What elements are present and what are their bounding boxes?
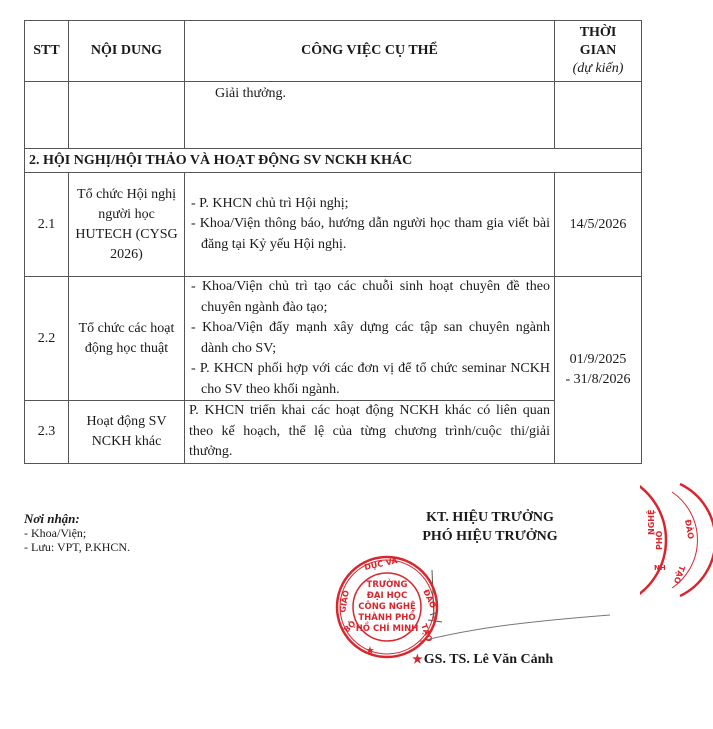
header-thoi-gian-line1: THỜI <box>579 25 617 40</box>
plan-table <box>24 20 642 464</box>
cell-thoi-gian <box>555 277 642 464</box>
svg-text:ĐÀO: ĐÀO <box>683 518 696 540</box>
time-start: 01/9/2025 <box>569 351 627 367</box>
partial-stamp-icon <box>640 470 713 610</box>
cell-noi-dung: Hoạt động SV NCKH khác <box>69 401 185 464</box>
cell-thoi-gian: 14/5/2026 <box>555 173 642 277</box>
svg-text:HỒ CHÍ MINH: HỒ CHÍ MINH <box>355 624 419 634</box>
cell-thoi-gian <box>555 82 642 149</box>
recipients-title: Nơi nhận: <box>24 511 80 526</box>
svg-text:CÔNG NGHỆ: CÔNG NGHỆ <box>358 602 416 612</box>
svg-text:BỘ: BỘ <box>342 618 358 635</box>
signature-title-2: PHÓ HIỆU TRƯỞNG <box>422 529 558 544</box>
table-row <box>25 277 642 401</box>
signer-name: GS. TS. Lê Văn Cảnh <box>423 652 554 667</box>
svg-text:ĐÀO: ĐÀO <box>421 588 438 610</box>
cell-stt: 2.3 <box>25 401 69 464</box>
svg-text:PHỐ: PHỐ <box>655 530 664 550</box>
task-item: - Khoa/Viện đẩy mạnh xây dựng các tập san chuyên ngành dành cho SV; <box>191 320 550 356</box>
svg-text:NH: NH <box>654 564 666 572</box>
svg-text:ĐẠI HỌC: ĐẠI HỌC <box>366 591 408 601</box>
svg-text:THÀNH PHỐ: THÀNH PHỐ <box>358 613 416 623</box>
header-noi-dung: NỘI DUNG <box>69 21 185 82</box>
star-icon: ★ <box>412 652 423 666</box>
svg-text:TRƯỜNG: TRƯỜNG <box>366 580 408 590</box>
svg-text:DỤC VÀ: DỤC VÀ <box>363 556 399 572</box>
svg-text:TẠO: TẠO <box>671 564 687 585</box>
task-item: - P. KHCN phối hợp với các đơn vị để tổ chức seminar NCKH cho SV theo khối ngành. <box>191 361 550 397</box>
signature-block <box>395 508 585 546</box>
header-thoi-gian <box>555 21 642 82</box>
recipient-item: - Lưu: VPT, P.KHCN. <box>24 540 131 554</box>
svg-text:NGHỆ: NGHỆ <box>647 509 656 535</box>
task-item: - Khoa/Viện thông báo, hướng dẫn người học tham gia viết bài đăng tại Kỷ yếu Hội nghị. <box>191 216 550 252</box>
cell-noi-dung: Tổ chức Hội nghị người học HUTECH (CYSG 2026) <box>69 173 185 277</box>
svg-text:★: ★ <box>365 645 375 657</box>
recipients-block <box>24 512 130 554</box>
table-row <box>25 401 642 464</box>
signature-title-1: KT. HIỆU TRƯỞNG <box>426 510 554 525</box>
section-title: 2. HỘI NGHỊ/HỘI THẢO VÀ HOẠT ĐỘNG SV NCKH KHÁC <box>25 149 642 173</box>
section-row <box>25 149 642 173</box>
table-header-row <box>25 21 642 82</box>
header-stt: STT <box>25 21 69 82</box>
cell-stt <box>25 82 69 149</box>
recipient-item: - Khoa/Viện; <box>24 526 87 540</box>
cell-stt: 2.1 <box>25 173 69 277</box>
task-item: - P. KHCN chủ trì Hội nghị; <box>191 195 349 211</box>
time-end: - 31/8/2026 <box>565 371 631 387</box>
official-stamp-icon <box>335 555 439 659</box>
cell-stt: 2.2 <box>25 277 69 401</box>
header-thoi-gian-line2: GIAN <box>579 43 617 58</box>
task-item: P. KHCN triển khai các hoạt động NCKH khác có liên quan theo kế hoạch, thể lệ của từng chương trình/cuộc thi/giải thưởng. <box>189 403 550 459</box>
cell-noi-dung: Tổ chức các hoạt động học thuật <box>69 277 185 401</box>
cell-cong-viec <box>185 277 555 401</box>
header-cong-viec: CÔNG VIỆC CỤ THỂ <box>185 21 555 82</box>
signer-name-block <box>412 652 553 668</box>
svg-text:TẠO: TẠO <box>419 622 434 644</box>
cell-noi-dung <box>69 82 185 149</box>
cell-cong-viec <box>185 401 555 464</box>
cell-cong-viec <box>185 173 555 277</box>
table-row <box>25 173 642 277</box>
svg-text:GIÁO: GIÁO <box>338 589 351 614</box>
table-row-continued <box>25 82 642 149</box>
cell-cong-viec: Giải thưởng. <box>185 82 555 149</box>
task-item: - Khoa/Viện chủ trì tạo các chuỗi sinh hoạt chuyên đề theo chuyên ngành đào tạo; <box>191 279 550 315</box>
header-thoi-gian-note: (dự kiến) <box>572 61 624 76</box>
